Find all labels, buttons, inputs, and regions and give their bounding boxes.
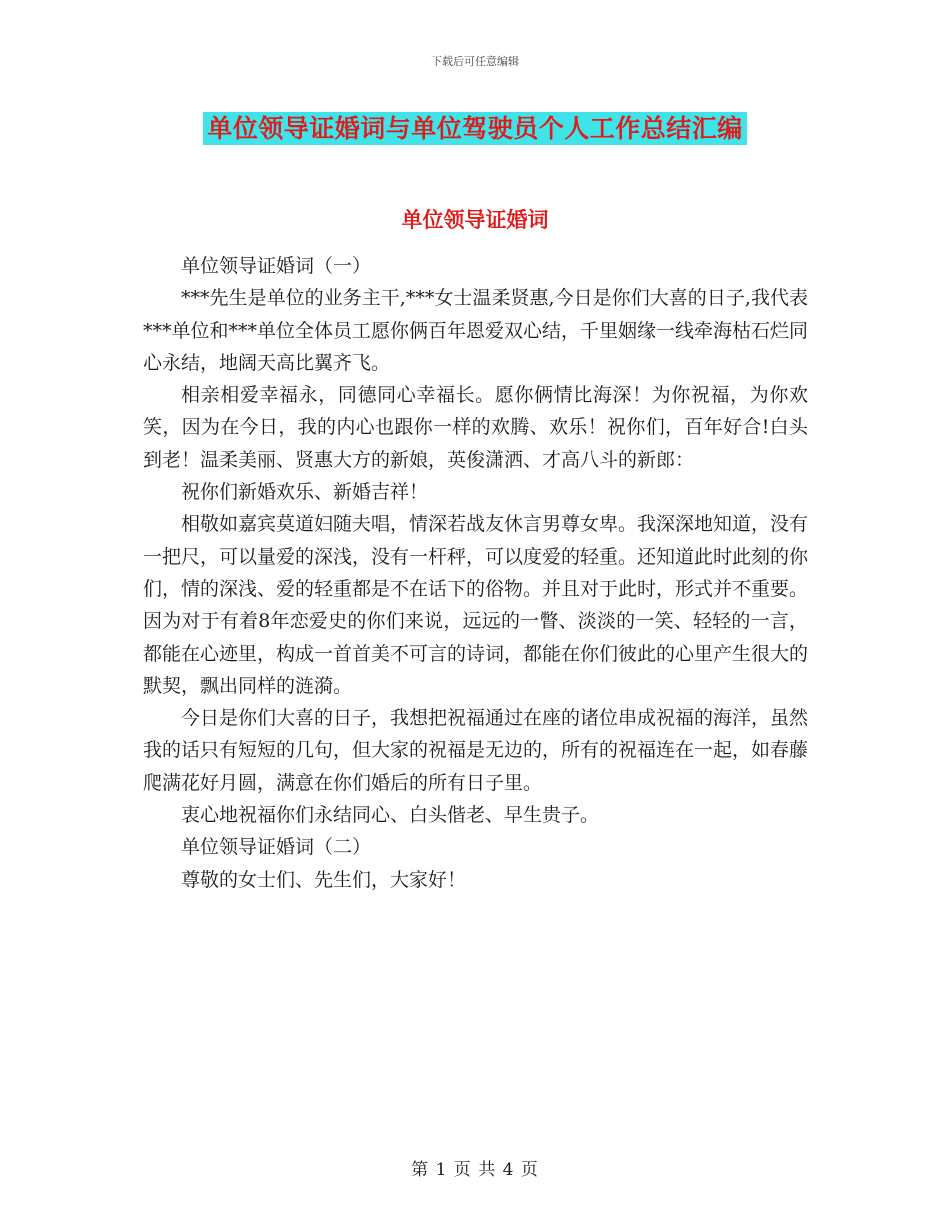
document-body: [143, 250, 808, 896]
paragraph: ***先生是单位的业务主干,***女士温柔贤惠,今日是你们大喜的日子,我代表***单位和***单位全体员工愿你俩百年恩爱双心结，千里姻缘一线牵海枯石烂同心永结，地阔天高比翼齐飞。: [143, 287, 809, 374]
main-title: 单位领导证婚词与单位驾驶员个人工作总结汇编: [203, 112, 747, 145]
paragraph: 尊敬的女士们、先生们，大家好！: [181, 868, 467, 891]
section-title: 单位领导证婚词: [401, 208, 549, 232]
paragraph: 相敬如嘉宾莫道妇随夫唱，情深若战友休言男尊女卑。我深深地知道，没有一把尺，可以量爱的深浅，没有一杆秤，可以度爱的轻重。还知道此时此刻的你们，情的深浅、爱的轻重都是不在话下的俗物。并且对于此时，形式并不重要。因为对于有着8年恋爱史的你们来说，远远的一瞥、淡淡的一笑、轻轻的一言，都能在心迹里，构成一首首美不可言的诗词，都能在你们彼此的心里产生很大的默契，飘出同样的涟漪。: [143, 513, 809, 697]
paragraph: 今日是你们大喜的日子，我想把祝福通过在座的诸位串成祝福的海洋，虽然我的话只有短短的几句，但大家的祝福是无边的，所有的祝福连在一起，如春藤爬满花好月圆，满意在你们婚后的所有日子里。: [143, 707, 809, 794]
paragraph-heading-1: 单位领导证婚词（一）: [181, 255, 372, 277]
header-note: 下载后可任意编辑: [431, 55, 519, 68]
paragraph: 祝你们新婚欢乐、新婚吉祥！: [181, 481, 429, 504]
paragraph-heading-2: 单位领导证婚词（二）: [181, 836, 372, 859]
paragraph: 衷心地祝福你们永结同心、白头偕老、早生贵子。: [181, 804, 600, 827]
main-title-container: [0, 112, 950, 145]
paragraph: 相亲相爱幸福永，同德同心幸福长。愿你俩情比海深！为你祝福，为你欢笑，因为在今日，我的内心也跟你一样的欢腾、欢乐！祝你们，百年好合!白头到老！温柔美丽、贤惠大方的新娘，英俊潇洒、才高八斗的新郎：: [143, 384, 808, 471]
page-footer: 第 1 页 共 4 页: [411, 1160, 539, 1180]
